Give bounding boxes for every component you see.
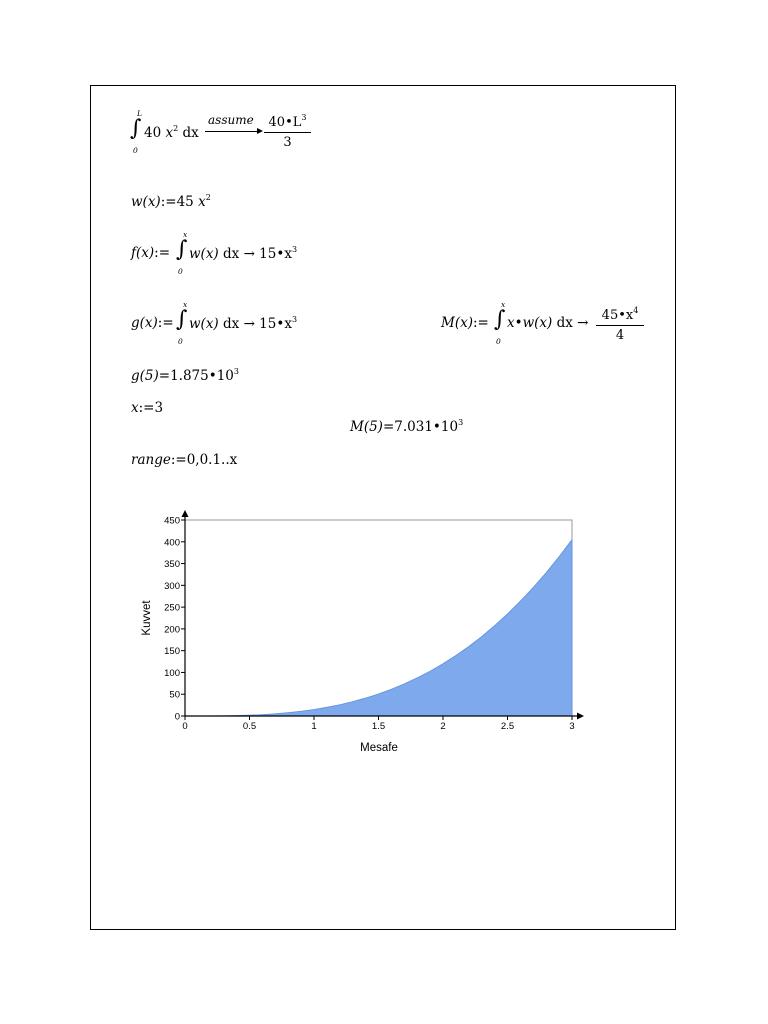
y-tick-label: 100	[164, 667, 180, 679]
y-tick-label: 350	[164, 559, 180, 571]
x-tick-label: 0	[182, 721, 188, 732]
g5-evaluation[interactable]: $g(5)=1.875•10^3$	[131, 367, 239, 384]
x-tick-label: 3	[569, 721, 575, 732]
x-tick-label: 1.5	[371, 721, 386, 732]
x-tick-label: 2.5	[500, 721, 515, 732]
result-numerator: $40•L^3$	[264, 113, 311, 133]
y-tick-label: 250	[164, 602, 180, 614]
y-axis-title: Kuvvet	[141, 600, 153, 636]
assume-keyword: assume	[208, 113, 254, 127]
y-tick-label: 400	[164, 537, 180, 549]
integral-sign: ∫	[494, 307, 506, 332]
y-tick-label: 50	[169, 689, 180, 701]
y-tick-label: 0	[174, 711, 180, 723]
x-assignment[interactable]: x:=3	[131, 400, 164, 416]
m-result-fraction: $\frac{45•x^4}{4}$	[596, 306, 644, 343]
y-tick-label: 300	[164, 580, 180, 592]
integral-sign: ∫	[176, 307, 188, 332]
w-definition[interactable]: w(x):=45 $x^2$	[131, 193, 211, 210]
range-definition[interactable]: range:=0,0.1..x	[131, 452, 238, 468]
integral-sign: ∫	[176, 237, 188, 262]
m5-evaluation[interactable]: $M(5)=7.031•10^3$	[350, 418, 464, 435]
integrand: 40 $x^2$ dx	[144, 124, 199, 141]
x-tick-label: 0.5	[242, 721, 257, 732]
result-denominator: 3	[283, 135, 292, 150]
integral-sign: ∫	[130, 116, 142, 141]
x-axis-arrow	[577, 713, 584, 720]
x-axis-title: Mesafe	[360, 742, 398, 754]
y-tick-label: 450	[164, 515, 180, 527]
x-tick-label: 1	[311, 721, 317, 732]
x-tick-label: 2	[440, 721, 446, 732]
y-tick-label: 200	[164, 624, 180, 636]
y-axis-arrow	[182, 510, 189, 517]
y-tick-label: 150	[164, 646, 180, 658]
upper-limit: L	[137, 109, 142, 118]
lower-limit: 0	[133, 146, 138, 155]
plot-area	[164, 510, 584, 732]
